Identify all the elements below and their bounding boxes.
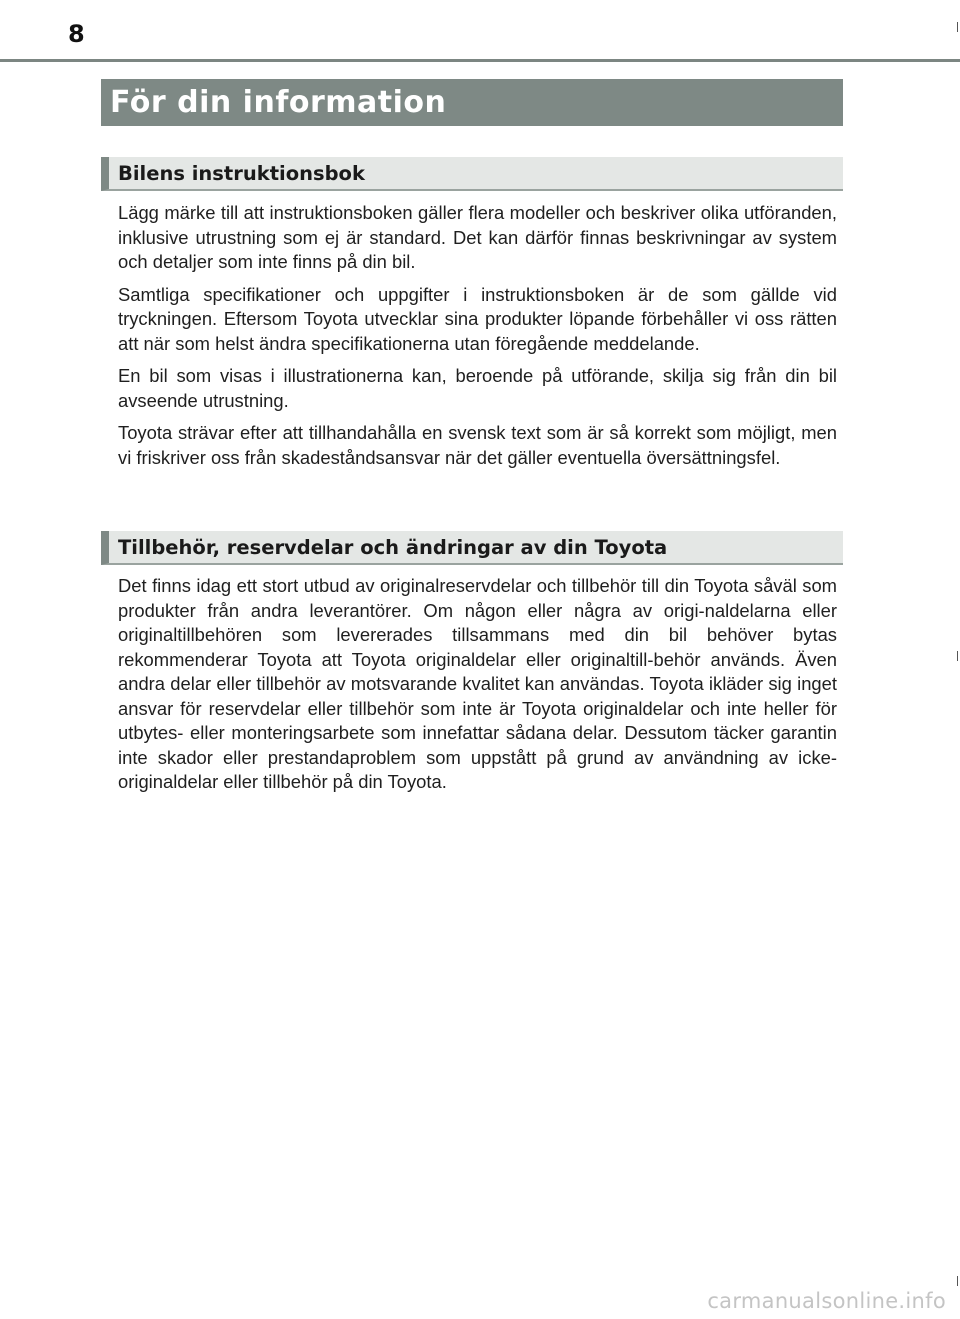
section-title: Bilens instruktionsbok: [118, 161, 365, 185]
paragraph: Samtliga specifikationer och uppgifter i instruktionsboken är de som gällde vid tryckningen. Eftersom Toyota utvecklar sina produkter löpande förbehåller vi oss rätten att när som helst ändra specifikationerna utan föregående meddelande.: [118, 283, 837, 354]
watermark: carmanualsonline.info: [707, 1289, 946, 1313]
paragraph: Det finns idag ett stort utbud av originalreservdelar och tillbehör till din Toyota såväl som produkter från andra leverantörer. Om någon eller några av origi-naldelarna eller originaltillbehören som levererades tillsammans med din bil behöver bytas rekommenderar Toyota att Toyota originaldelar eller originaltill-behör används. Även andra delar eller tillbehör av motsvarande kvalitet kan användas. Toyota ikläder sig inget ansvar för reservdelar eller tillbehör som inte är Toyota originaldelar och inte heller för utbytes- eller monteringsarbete som innefattar sådana delar. Dessutom täcker garantin inte skador eller prestandaproblem som uppstått på grund av användning av icke-originaldelar eller tillbehör på din Toyota.: [118, 575, 837, 792]
section-header-accessories: [101, 531, 843, 565]
section-header-owners-manual: [101, 157, 843, 191]
chapter-title: För din information: [110, 85, 447, 120]
crop-mark: [957, 22, 958, 32]
paragraph: Lägg märke till att instruktionsboken gäller flera modeller och beskriver olika utföranden, inklusive utrustning som ej är standard. Det kan därför finnas beskrivningar av system och detaljer som inte finns på din bil.: [118, 202, 837, 272]
section-body-owners-manual: [118, 201, 837, 478]
section-body-accessories: [118, 574, 837, 803]
paragraph: En bil som visas i illustrationerna kan, beroende på utförande, skilja sig från din bil avseende utrustning.: [118, 365, 837, 411]
paragraph: Toyota strävar efter att tillhandahålla en svensk text som är så korrekt som möjligt, men vi friskriver oss från skadeståndsansvar när det gäller eventuella översättningsfel.: [118, 422, 837, 468]
chapter-banner: [101, 79, 843, 126]
top-rule: [0, 59, 960, 62]
crop-mark: [957, 651, 958, 661]
section-title: Tillbehör, reservdelar och ändringar av din Toyota: [118, 535, 668, 559]
page-number: 8: [68, 20, 85, 48]
crop-mark: [957, 1276, 958, 1286]
